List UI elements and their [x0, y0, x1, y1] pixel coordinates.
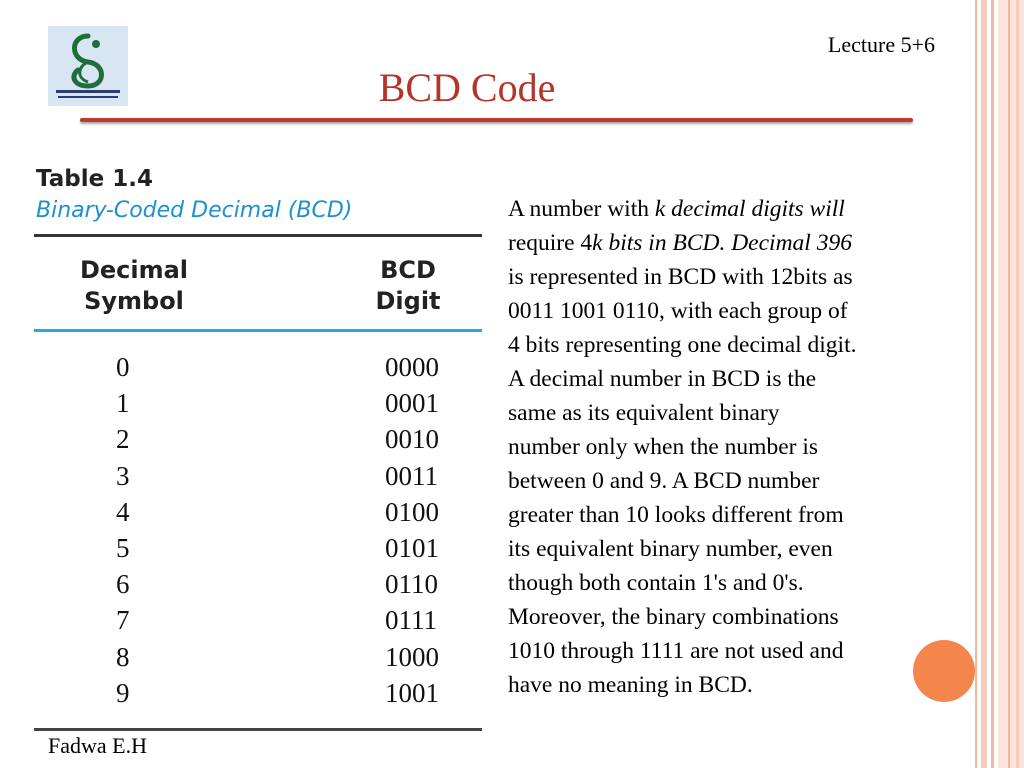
footer-author: Fadwa E.H [48, 733, 147, 758]
explanation-text: A number with k decimal digits will require 4k bits in BCD. Decimal 396 is represented in BCD with 12bits as 0011 1001 0110, with each group of 4 bits representing one decimal digit. A decimal number in BCD is the same as its equivalent binary number only when the number is between 0 and 9. A BCD number greater than 10 looks different from its equivalent binary number, even though both contain 1's and 0's. Moreover, the binary combinations 1010 through 1111 are not used and have no meaning in BCD. [508, 196, 857, 698]
lecture-label: Lecture 5+6 [827, 32, 935, 57]
table-row: 3 0011 [116, 460, 438, 491]
table-caption: Binary-Coded Decimal (BCD) [36, 198, 353, 223]
decorative-circle [913, 640, 975, 702]
table-row: 7 0111 [116, 605, 437, 636]
table-row: 4 0100 [116, 496, 439, 527]
border-stripe [1008, 0, 1010, 768]
table-row: 1 0001 [116, 388, 439, 419]
table-row: 0 0000 [116, 352, 439, 382]
border-stripe [1016, 0, 1019, 768]
border-stripe [998, 0, 1024, 768]
table-row: 9 1001 [116, 677, 439, 708]
table-row: 8 1000 [116, 641, 439, 672]
table-row: 2 0010 [116, 424, 439, 455]
title-underline [80, 118, 913, 122]
col-header-decimal: Decimal Symbol [79, 256, 189, 315]
table-row: 5 0101 [116, 532, 439, 563]
table-row: 6 0110 [116, 569, 438, 600]
slide-title: BCD Code [378, 65, 556, 110]
col-header-bcd: BCD Digit [375, 256, 441, 315]
table-number: Table 1.4 [36, 166, 153, 192]
logo-emblem-icon [48, 26, 128, 106]
table-body [34, 332, 482, 728]
table-header [34, 237, 482, 329]
university-logo [48, 26, 128, 106]
bcd-table [34, 164, 482, 731]
table-bottom-rule [34, 728, 482, 731]
